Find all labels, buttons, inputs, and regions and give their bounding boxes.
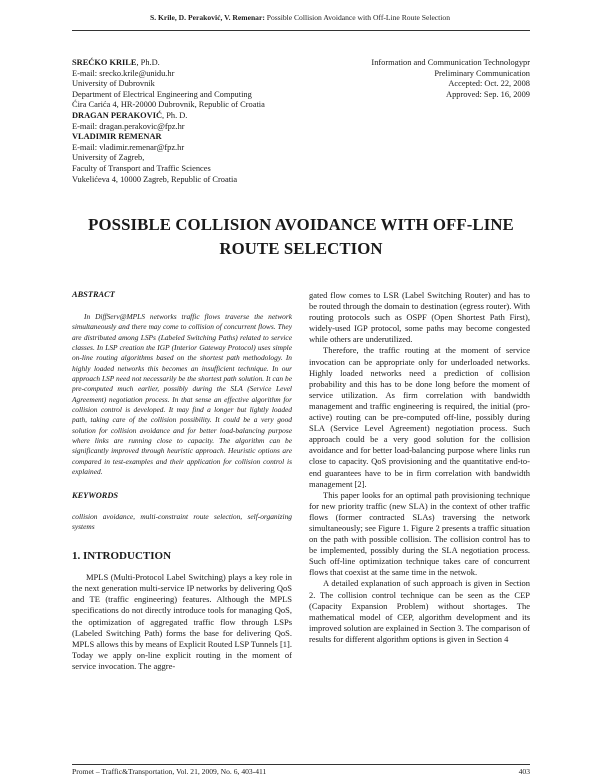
article-meta [330, 58, 530, 100]
keywords-text: collision avoidance, multi-constraint route selection, self-organizing systems [72, 511, 292, 531]
meta-accepted: Accepted: Oct. 22, 2008 [448, 79, 530, 89]
author-block [72, 58, 342, 185]
author-3-affiliation-2: Faculty of Transport and Traffic Sciences [72, 163, 211, 173]
author-degree-1: , Ph.D. [136, 58, 160, 67]
author-name-2: DRAGAN PERAKOVIĆ [72, 110, 163, 120]
introduction-heading: 1. INTRODUCTION [72, 550, 172, 563]
body-paragraph-4: A detailed explanation of such approach is given in Section 2. The collision control technique can be seen as the CEP (Capacity Expansion Problem) without shortages. The mathematical model of CEP, algorithm development and its improved solution are explained in Section 3. The comparison of results for different algorithm options is given in Section 4 [309, 578, 530, 644]
meta-approved: Approved: Sep. 16, 2009 [446, 89, 530, 99]
author-2-email: E-mail: dragan.perakovic@fpz.hr [72, 121, 185, 131]
body-paragraph-3: This paper looks for an optimal path provisioning technique for new priority traffic (new SLA) in the context of other traffic flows (former contracted SLAs) traversing the network simultaneously; see Figure 1. Figure 2 presents a traffic situation on the path with possible collision. The collision control has to be implemented, possibly during the SLA negotiation process. Such off-line optimization technique takes care of concurrent flows that coexist at the same time in the netwok. [309, 489, 530, 578]
keywords-heading: KEYWORDS [72, 490, 119, 500]
introduction-paragraph: MPLS (Multi-Protocol Label Switching) plays a key role in the next generation multi-service IP networks by delivering QoS and TE (traffic engineering) features. Although the MPLS specifications do not directly introduce tools for managing QoS, the optimization of aggregated traffic flow through LSPs (Labeled Switching Path) forms the base for delivering QoS. MPLS allows this by means of Explicit Routed LSP Tunnels [1]. Today we apply on-line explicit routing in the moment of service invocation. The aggre- [72, 572, 292, 671]
author-3-email: E-mail: vladimir.remenar@fpz.hr [72, 142, 185, 152]
footer-citation: Promet – Traffic&Transportation, Vol. 21, 2009, No. 6, 403-411 [72, 767, 267, 776]
author-name-3: VLADIMIR REMENAR [72, 132, 162, 142]
author-3-affiliation-1: University of Zagreb, [72, 153, 145, 163]
top-rule [72, 30, 530, 31]
paper-title [72, 213, 530, 261]
author-1-affiliation-1: University of Dubrovnik [72, 79, 155, 89]
author-1-address: Ćira Carića 4, HR-20000 Dubrovnik, Republic of Croatia [72, 100, 265, 110]
author-name-1: SREĆKO KRILE [72, 58, 137, 67]
running-head-title: Possible Collision Avoidance with Off-Line Route Selection [266, 13, 450, 22]
paper-title-line-1: POSSIBLE COLLISION AVOIDANCE WITH OFF-LINE [88, 215, 514, 234]
page-number: 403 [518, 767, 530, 776]
paper-title-line-2: ROUTE SELECTION [219, 239, 383, 258]
running-head [0, 13, 600, 22]
meta-type: Preliminary Communication [434, 68, 530, 78]
body-paragraph-1: gated flow comes to LSR (Label Switching Router) and has to be routed through the domain to destination (egress router). With routing protocols such as OSPF (Open Shortest Path First), widely-used IGP protocol, some paths may become congested while others are underutilized. [309, 290, 530, 345]
abstract-text: In DiffServ@MPLS networks traffic flows traverse the network simultaneously and there may come to collision of concurrent flows. They are distributed among LSPs (Labeled Switching Paths) related to service classes. In LSP creation the IGP (Interior Gateway Protocol) uses simple on-line routing algorithms based on the shortest path methodology. In highly loaded networks this becomes an insufficient technique. In our approach LSP need not necessarily be the shortest path solution. It can be pre-computed much earlier, possibly during the SLA (Service Level Agreement) negotiation process. In that sense an effective algorithm for collision control is developed. It may find a longer but lightly loaded path, taking care of the collision possibility. It could be a very good solution for collision avoidance and for better load-balancing purpose where links are running close to capacity. The algorithm can be significantly improved through heuristic approach. Heuristic options are compared in test-examples and their application for collision control is explained. [72, 312, 292, 477]
running-head-authors: S. Krile, D. Peraković, V. Remenar: [150, 13, 265, 22]
author-1-affiliation-2: Department of Electrical Engineering and Computing [72, 89, 252, 99]
body-paragraph-2: Therefore, the traffic routing at the moment of service invocation can be appropriate only for underloaded networks. Highly loaded networks need a prediction of collision probability and this has to be done long before the moment of service utilization. As firm correlation with bandwidth management and traffic engineering is required, the initial (pro-active) routing can be pre-computed off-line, possibly during SLA (Service Level Agreement) negotiation process. Such approach could be a very good solution for the collision avoidance and for better load-balancing purpose where links run close to capacity. QoS provisioning and the quantitative end-to-end guarantees have to be in firm correlation with bandwidth management [2]. [309, 345, 530, 489]
bottom-rule [72, 764, 530, 765]
abstract-heading: ABSTRACT [72, 290, 115, 299]
right-column [309, 290, 530, 645]
author-degree-2: , Ph. D. [162, 110, 188, 120]
author-1-email: E-mail: srecko.krile@unidu.hr [72, 68, 175, 78]
meta-section: Information and Communication Technologypr [371, 58, 530, 67]
left-column [72, 290, 292, 672]
author-3-address: Vukelićeva 4, 10000 Zagreb, Republic of Croatia [72, 174, 238, 184]
